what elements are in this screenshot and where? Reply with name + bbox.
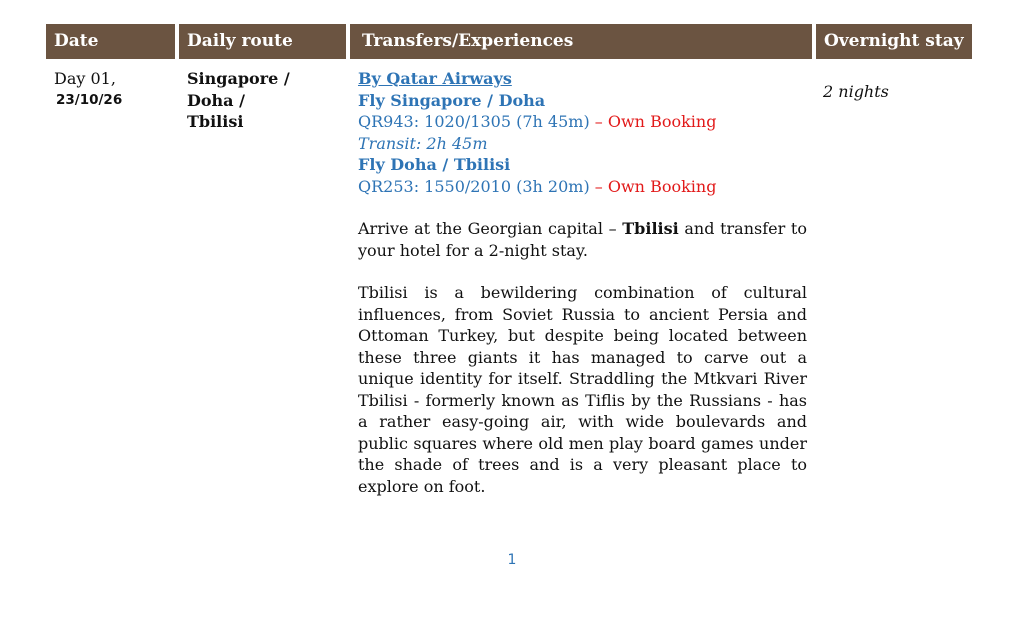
header-overnight: Overnight stay — [816, 24, 972, 59]
date-cell — [54, 68, 174, 111]
leg1-booking: – Own Booking — [594, 112, 717, 131]
overnight-cell: 2 nights — [823, 82, 889, 101]
arrival-paragraph — [358, 218, 807, 261]
transit-info: Transit: 2h 45m — [358, 133, 488, 153]
route-line: Singapore / — [187, 69, 290, 88]
route-cell — [187, 68, 337, 133]
city-description: Tbilisi is a bewildering combination of cultural influences, from Soviet Russia to ancient Persia and Ottoman Turkey, but despite being located between these three giants it has managed to carve out a unique identity for itself. Straddling the Mtkvari River Tbilisi - formerly known as Tiflis by the Russians - has a rather easy-going air, with wide boulevards and public squares where old men play board games under the shade of trees and is a very pleasant place to explore on foot. — [358, 283, 807, 496]
day-label: Day 01, — [54, 69, 116, 88]
header-transfers: Transfers/Experiences — [350, 24, 812, 59]
airline-link[interactable]: By Qatar Airways — [358, 69, 512, 88]
date-value: 23/10/26 — [56, 91, 123, 108]
route-line: Doha / — [187, 90, 245, 110]
leg2-title: Fly Doha / Tbilisi — [358, 155, 511, 174]
leg1-title: Fly Singapore / Doha — [358, 90, 546, 110]
header-route: Daily route — [179, 24, 346, 59]
arrival-text-pre: Arrive at the Georgian capital – — [358, 219, 617, 238]
header-date: Date — [46, 24, 175, 59]
arrival-city: Tbilisi — [622, 219, 679, 238]
leg2-flight: QR253: 1550/2010 (3h 20m) — [358, 176, 590, 196]
arrival-text-post: and transfer to your hotel for a 2-night stay. — [358, 219, 807, 260]
transfers-cell — [358, 68, 807, 497]
leg1-flight: QR943: 1020/1305 (7h 45m) — [358, 112, 590, 131]
route-line: Tbilisi — [187, 112, 244, 131]
page-number: 1 — [507, 552, 517, 568]
leg2-booking: – Own Booking — [594, 176, 717, 196]
